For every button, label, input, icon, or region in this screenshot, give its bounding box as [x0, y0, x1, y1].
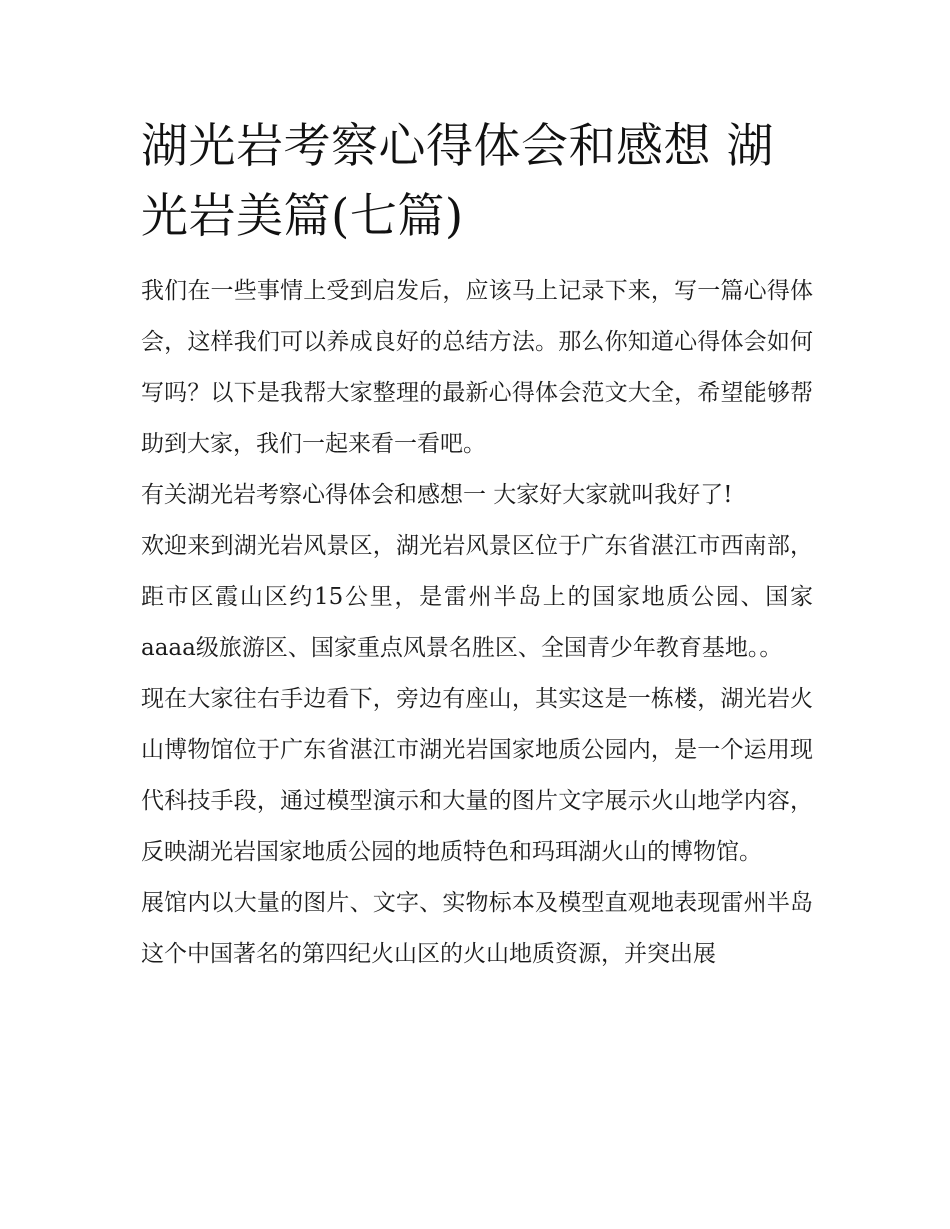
paragraph-intro: 我们在一些事情上受到启发后，应该马上记录下来，写一篇心得体会，这样我们可以养成良好的总结方法。那么你知道心得体会如何写吗？以下是我帮大家整理的最新心得体会范文大全，希望能够帮助到大家，我们一起来看一看吧。	[141, 278, 813, 457]
paragraph-welcome: 欢迎来到湖光岩风景区，湖光岩风景区位于广东省湛江市西南部，距市区霞山区约15公里，是雷州半岛上的国家地质公园、国家aaaa级旅游区、国家重点风景名胜区、全国青少年教育基地。。	[141, 533, 813, 661]
paragraph-museum: 现在大家往右手边看下，旁边有座山，其实这是一栋楼，湖光岩火山博物馆位于广东省湛江市湖光岩国家地质公园内，是一个运用现代科技手段，通过模型演示和大量的图片文字展示火山地学内容，反映湖光岩国家地质公园的地质特色和玛珥湖火山的博物馆。	[141, 686, 813, 865]
document-title: 湖光岩考察心得体会和感想 湖光岩美篇(七篇)	[141, 119, 774, 244]
document-page	[141, 112, 813, 980]
paragraph-exhibition: 展馆内以大量的图片、文字、实物标本及模型直观地表现雷州半岛这个中国著名的第四纪火山区的火山地质资源，并突出展	[141, 890, 813, 967]
paragraph-greeting: 有关湖光岩考察心得体会和感想一 大家好大家就叫我好了!	[141, 482, 733, 508]
